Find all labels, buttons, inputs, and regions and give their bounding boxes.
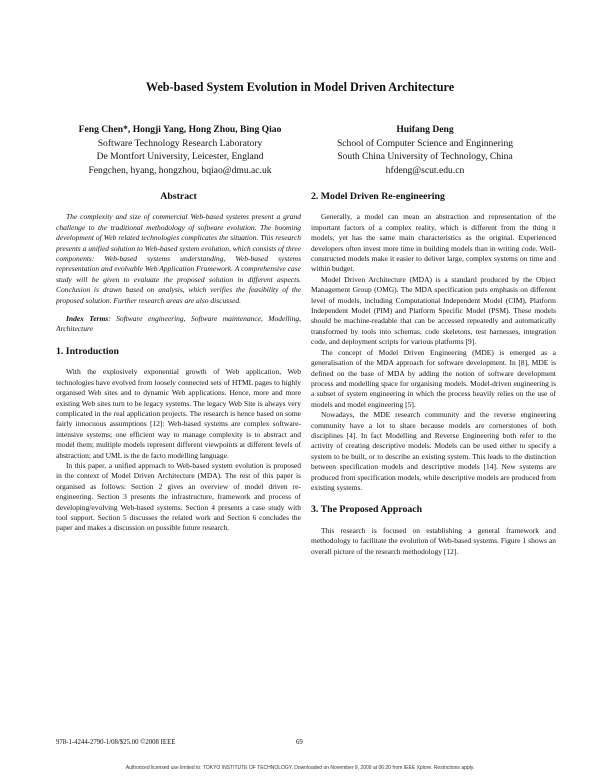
mdr-paragraph-3: The concept of Model Driven Engineering (MDE) is emerged as a generalisation of the MDA approach for software development. In [8], MDE is defined on the base of MDA by adding the notion of software development process and modelling space for organising models. Model-driven engineering is a subset of system engineering in which the process heavily relies on the use of models and model engineering [5]. [311, 347, 556, 409]
author-block-left [40, 123, 320, 177]
intro-heading: 1. Introduction [56, 345, 119, 357]
mdr-paragraph-1: Generally, a model can mean an abstraction and representation of the important factors of a complex reality, which is different from the thing it models, yet has the same main characteristics as the original. Experienced developers often invest more time in building models than in writing code. Well-constructed models make it easier to deliver large, complex systems on time and within budget. [311, 212, 556, 274]
index-terms-text: : Software engineering, Software maintenance, Modelling, Architecture [56, 314, 302, 334]
index-terms [56, 314, 301, 335]
license-notice: Authorized licensed use limited to: TOKYO INSTITUTE OF TECHNOLOGY. Downloaded on November 9, 2009 at 06:20 from IEEE Xplore. Restrictions apply. [125, 765, 475, 771]
abstract-heading: Abstract [160, 191, 197, 202]
affiliation-left-2: De Montfort University, Leicester, England [96, 151, 264, 163]
intro-paragraph-1: With the explosively exponential growth of Web application, Web technologies have evolved from loosely connected sets of HTML pages to highly organised Web sites and to dynamic Web applications. Hence, more and more existing Web sites turn to be legacy systems. The legacy Web Site is always very complicated in the real application projects. The research is hence based on some fairly innocuous assumptions [12]: Web-based systems are complex software-intensive systems; one efficient way to manage complexity is to abstract and model them; multiple models represent different viewpoints at different levels of abstraction; and UML is the de facto modelling language. [56, 367, 301, 460]
left-column [56, 192, 301, 534]
abstract-text: The complexity and size of commercial Web-based systems present a grand challenge to the traditional methodology of software evolution. The booming development of Web related technologies complicates the situation. This research presents a unified solution to Web-based system evolution, which consists of three components: Web-based systems understanding, Web-based systems representation and evolvable Web Application Framework. A comprehensive case study will be given to evaluate the proposed solution in different aspects. Conclusion is drawn based on analysis, which verifies the feasibility of the proposed solution. Further research areas are also discussed. [56, 212, 301, 305]
author-block-right [305, 123, 545, 177]
author-names-right: Huifang Deng [396, 124, 454, 135]
right-column [311, 192, 556, 557]
isbn-footer: 978-1-4244-2790-1/08/$25.00 ©2008 IEEE [56, 739, 176, 746]
affiliation-right-1: School of Computer Science and Enginnering [336, 137, 514, 149]
mdr-paragraph-4: Nowadays, the MDE research community and the reverse engineering community have a lot to share because models are cornerstones of both disciplines [4]. In fact Modelling and Reverse Engineering both refer to the activity of creating descriptive models. Models can be used either to specify a system to be built, or to describe an existing system. This leads to the distinction between specification models and descriptive models [14]. New systems are produced from specification models, while descriptive models are produced from existing systems. [311, 410, 556, 492]
affiliation-right-2: South China University of Technology, China [337, 151, 513, 163]
email-right: hfdeng@scut.edu.cn [385, 164, 465, 176]
email-left: Fengchen, hyang, hongzhou, bqiao@dmu.ac.uk [88, 164, 272, 176]
page-number: 69 [296, 739, 303, 746]
index-terms-label: Index Terms [66, 314, 109, 324]
mdr-paragraph-2: Model Driven Architecture (MDA) is a standard produced by the Object Management Group (OMG). The MDA specification puts emphasis on different level of models, including Computational Independent Model (CIM), Platform Independent Model (PIM) and Platform Specific Model (PSM). These models should be machine-readable that can be accessed repeatedly and automatically transformed by tools into schemas, code skeletons, test harnesses, integration code, and deployment scripts for various platforms [9]. [311, 274, 556, 347]
paper-title: Web-based System Evolution in Model Driven Architecture [145, 80, 455, 94]
approach-heading: 3. The Proposed Approach [311, 504, 423, 516]
mdr-heading: 2. Model Driven Re-engineering [311, 191, 445, 202]
affiliation-left-1: Software Technology Research Laboratory [97, 137, 263, 149]
approach-paragraph-1: This research is focused on establishing a general framework and methodology to facilitate the evolution of Web-based systems. Figure 1 shows an overall picture of the research methodology [12]. [311, 525, 556, 556]
intro-paragraph-2: In this paper, a unified approach to Web-based system evolution is proposed in the context of Model Driven Architecture (MDA). The rest of this paper is organised as follows: Section 2 gives an overview of model driven re-engineering. Section 3 presents the infrastructure, framework and process of developing/evolving Web-based systems. Section 4 presents a case study with tool support. Section 5 discusses the related work and Section 6 concludes the paper and makes a discussion on possible future research. [56, 460, 301, 533]
author-names-left: Feng Chen*, Hongji Yang, Hong Zhou, Bing Qiao [78, 124, 282, 135]
